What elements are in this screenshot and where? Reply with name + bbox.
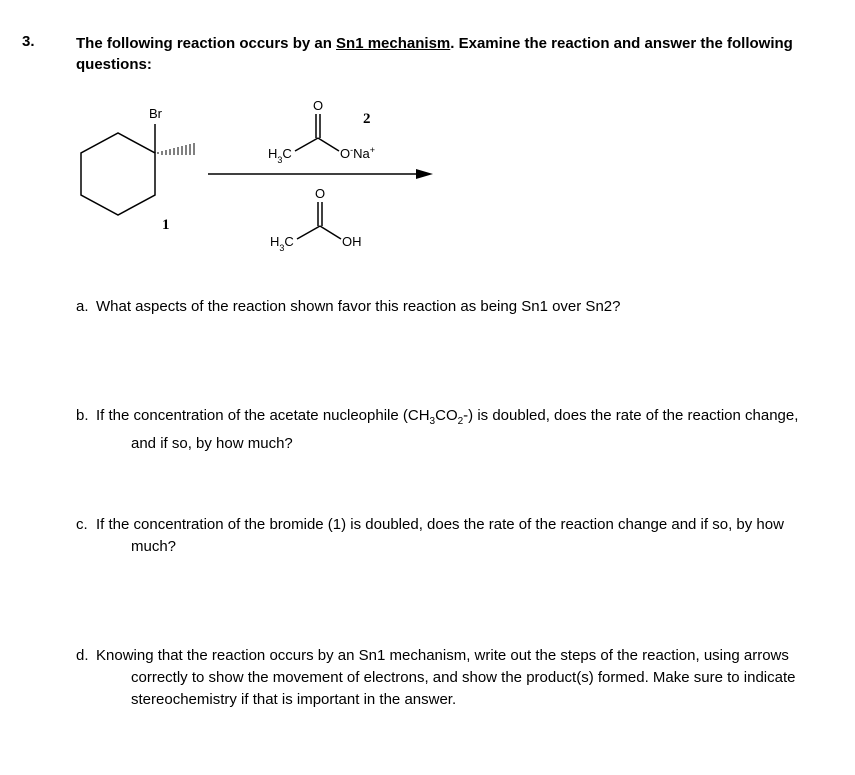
reagent-oxide-label: O-Na+ bbox=[340, 145, 376, 161]
part-d-continuation-1: correctly to show the movement of electrons, and show the product(s) formed. Make sure to indicate bbox=[131, 669, 796, 686]
sn1-mechanism-underline: Sn1 mechanism bbox=[336, 35, 451, 52]
solvent-h3c-label: $H_3C$ bbox=[270, 234, 294, 253]
reaction-arrow bbox=[208, 169, 433, 179]
part-d-text: Knowing that the reaction occurs by an Sn1 mechanism, write out the steps of the reaction, using arrows bbox=[96, 647, 789, 664]
solvent-hydroxyl-label: OH bbox=[342, 234, 362, 249]
part-c-text: If the concentration of the bromide (1) is doubled, does the rate of the reaction change and if so, by how bbox=[96, 516, 784, 533]
part-a-text: What aspects of the reaction shown favor this reaction as being Sn1 over Sn2? bbox=[96, 298, 621, 315]
reagent-h3c-label: $H_3C$ bbox=[268, 146, 292, 165]
solvent-carbonyl-oxygen: O bbox=[315, 186, 326, 201]
bromine-label: Br bbox=[149, 106, 162, 121]
part-b bbox=[76, 405, 826, 455]
part-b-label: b. bbox=[76, 407, 89, 424]
part-a bbox=[76, 296, 826, 318]
part-d bbox=[76, 645, 826, 711]
question-title: The following reaction occurs by an Sn1 mechanism. Examine the reaction and answer the following questions: bbox=[76, 35, 793, 73]
part-d-label: d. bbox=[76, 647, 89, 664]
cyclohexane-ring bbox=[81, 133, 155, 215]
question-number: 3. bbox=[22, 33, 35, 50]
part-b-continuation: and if so, by how much? bbox=[131, 435, 293, 452]
reagent-carbonyl-oxygen: O bbox=[313, 98, 324, 113]
part-b-text: If the concentration of the acetate nucleophile $(CH_3CO_2-)$ is doubled, does the rate of the reaction change, bbox=[96, 407, 799, 427]
acetic-acid bbox=[270, 186, 362, 253]
reaction-scheme bbox=[0, 95, 500, 265]
part-c-label: c. bbox=[76, 516, 88, 533]
part-d-continuation-2: stereochemistry if that is important in the answer. bbox=[131, 691, 457, 708]
part-c-continuation: much? bbox=[131, 538, 177, 555]
compound-1-label: 1 bbox=[162, 217, 170, 233]
part-c bbox=[76, 514, 826, 558]
hashed-wedge-bond bbox=[158, 143, 194, 155]
sodium-acetate bbox=[268, 98, 375, 165]
reagent-2-label: 2 bbox=[363, 111, 371, 127]
part-a-label: a. bbox=[76, 298, 89, 315]
